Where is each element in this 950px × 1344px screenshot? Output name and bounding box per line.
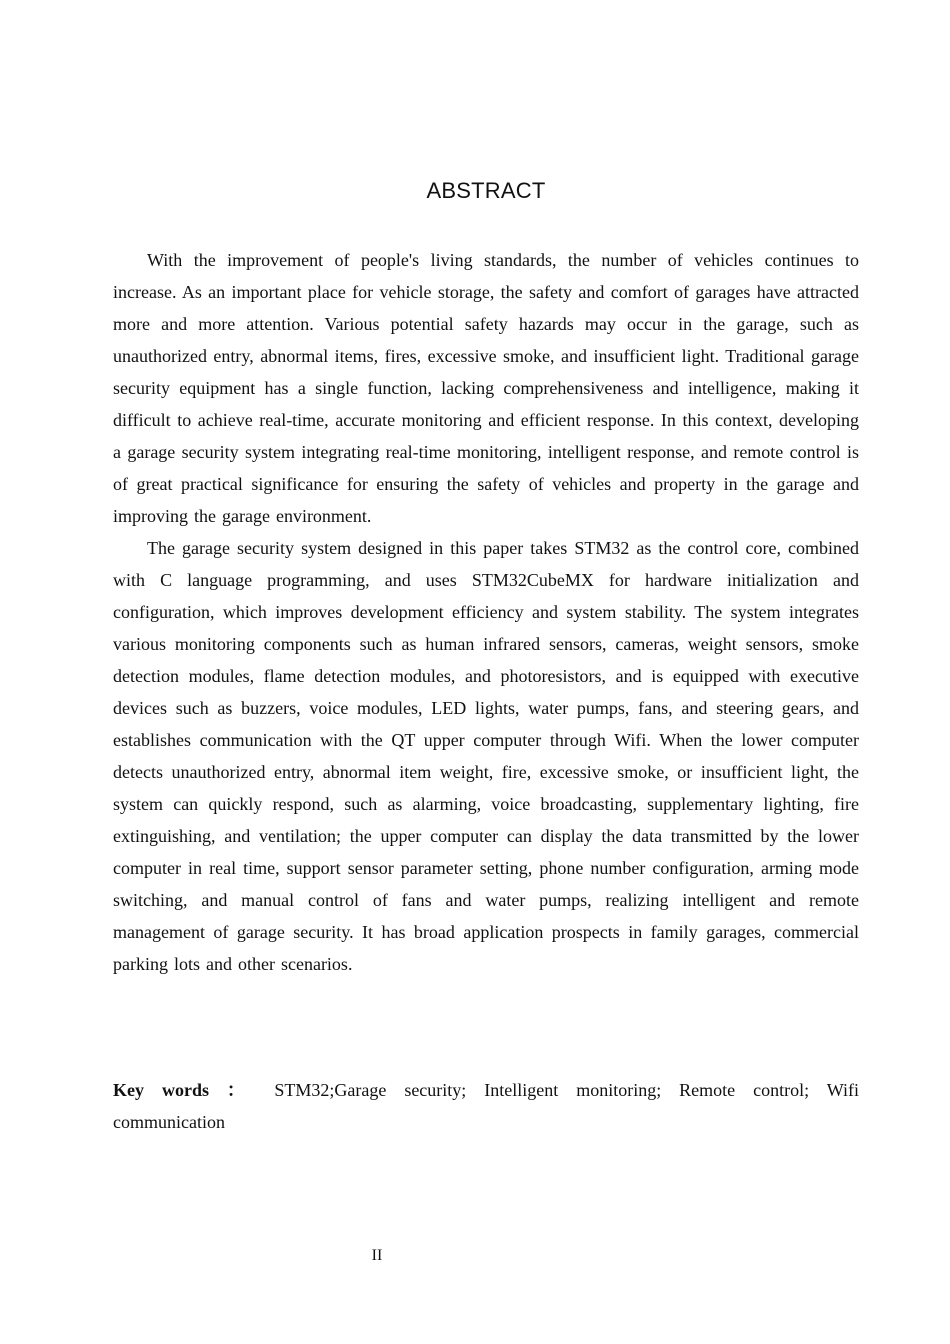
abstract-body xyxy=(113,244,859,980)
keywords-label: Key words ： xyxy=(113,1080,257,1100)
keywords-text: STM32;Garage security; Intelligent monitoring; Remote control; Wifi communication xyxy=(113,1080,860,1132)
keywords-section xyxy=(113,1074,859,1138)
abstract-title: ABSTRACT xyxy=(426,178,546,203)
page-number: II xyxy=(371,1247,383,1264)
abstract-paragraph-1: With the improvement of people's living standards, the number of vehicles continues to increase. As an important place for vehicle storage, the safety and comfort of garages have attracted more and more attention. Various potential safety hazards may occur in the garage, such as unauthorized entry, abnormal items, fires, excessive smoke, and insufficient light. Traditional garage security equipment has a single function, lacking comprehensiveness and intelligence, making it difficult to achieve real-time, accurate monitoring and efficient response. In this context, developing a garage security system integrating real-time monitoring, intelligent response, and remote control is of great practical significance for ensuring the safety of vehicles and property in the garage and improving the garage environment. xyxy=(113,250,859,526)
abstract-paragraph-2: The garage security system designed in this paper takes STM32 as the control core, combined with C language programming, and uses STM32CubeMX for hardware initialization and configuration, which improves development efficiency and system stability. The system integrates various monitoring components such as human infrared sensors, cameras, weight sensors, smoke detection modules, flame detection modules, and photoresistors, and is equipped with executive devices such as buzzers, voice modules, LED lights, water pumps, fans, and steering gears, and establishes communication with the QT upper computer through Wifi. When the lower computer detects unauthorized entry, abnormal item weight, fire, excessive smoke, or insufficient light, the system can quickly respond, such as alarming, voice broadcasting, supplementary lighting, fire extinguishing, and ventilation; the upper computer can display the data transmitted by the lower computer in real time, support sensor parameter setting, phone number configuration, arming mode switching, and manual control of fans and water pumps, realizing intelligent and remote management of garage security. It has broad application prospects in family garages, commercial parking lots and other scenarios. xyxy=(113,538,859,974)
